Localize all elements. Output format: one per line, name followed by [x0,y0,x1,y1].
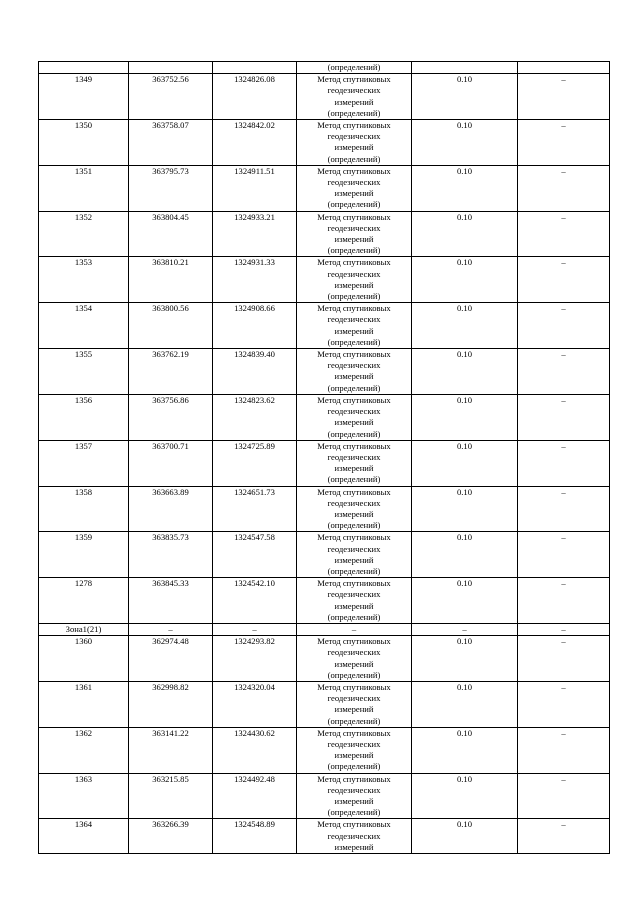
table-row [39,257,610,303]
point-id-cell: 1356 [39,394,129,440]
accuracy-cell: 0.10 [412,578,518,624]
method-line: геодезических [327,784,381,795]
method-line: (определений) [327,245,381,256]
method-line: Метод спутниковых [317,120,391,131]
method-line: Метод спутниковых [317,773,391,784]
accuracy-cell: 0.10 [412,303,518,349]
y-coordinate-cell: 1324823.62 [213,394,297,440]
y-coordinate-cell: 1324931.33 [213,257,297,303]
method-line: (определений) [327,715,381,726]
note-cell: – [518,532,610,578]
method-line: измерений [334,142,374,153]
method-line: Метод спутниковых [317,257,391,268]
accuracy-cell: 0.10 [412,727,518,773]
x-coordinate-cell: 363845.33 [129,578,213,624]
method-line: измерений [334,188,374,199]
accuracy-cell: 0.10 [412,74,518,120]
coordinates-table [38,61,610,854]
method-line: измерений [334,96,374,107]
accuracy-cell: 0.10 [412,819,518,854]
y-coordinate-cell: 1324651.73 [213,486,297,532]
method-line: Метод спутниковых [317,532,391,543]
point-id-cell: 1358 [39,486,129,532]
note-cell: – [518,773,610,819]
method-line: геодезических [327,360,381,371]
y-coordinate-cell: 1324911.51 [213,165,297,211]
accuracy-cell: 0.10 [412,681,518,727]
method-line: измерений [334,658,374,669]
method-line: геодезических [327,647,381,658]
table-row [39,120,610,166]
point-id-cell: 1361 [39,681,129,727]
point-id-cell: 1278 [39,578,129,624]
x-coordinate-cell: 363266.39 [129,819,213,854]
method-line: Метод спутниковых [317,74,391,85]
point-id-cell: 1364 [39,819,129,854]
method-line: (определений) [327,520,381,531]
x-coordinate-cell: 363800.56 [129,303,213,349]
note-cell: – [518,120,610,166]
method-line: измерений [334,417,374,428]
x-coordinate-cell: 363758.07 [129,120,213,166]
method-line: (определений) [327,761,381,772]
method-line: Метод спутниковых [317,349,391,360]
method-line: геодезических [327,543,381,554]
note-cell: – [518,394,610,440]
note-cell: – [518,623,610,635]
continuation-cell-id [39,62,129,74]
method-line: (определений) [327,669,381,680]
accuracy-cell: 0.10 [412,120,518,166]
method-line: геодезических [327,406,381,417]
continuation-cell-note [518,62,610,74]
table-row [39,773,610,819]
method-line: (определений) [327,382,381,393]
accuracy-cell: 0.10 [412,165,518,211]
y-coordinate-cell: 1324547.58 [213,532,297,578]
note-cell: – [518,727,610,773]
y-coordinate-cell: 1324430.62 [213,727,297,773]
point-id-cell: 1362 [39,727,129,773]
accuracy-cell: 0.10 [412,257,518,303]
point-id-cell: 1350 [39,120,129,166]
table-row [39,394,610,440]
table-row [39,486,610,532]
method-cell [297,636,412,682]
method-line: измерений [334,234,374,245]
method-line: Метод спутниковых [317,165,391,176]
y-coordinate-cell: 1324492.48 [213,773,297,819]
method-line: измерений [334,325,374,336]
method-line: Метод спутниковых [317,394,391,405]
y-coordinate-cell: 1324933.21 [213,211,297,257]
point-id-cell: 1349 [39,74,129,120]
table-row [39,681,610,727]
method-line: измерений [334,279,374,290]
y-coordinate-cell: 1324725.89 [213,440,297,486]
method-line: геодезических [327,497,381,508]
method-line: Метод спутниковых [317,303,391,314]
method-cell [297,727,412,773]
y-coordinate-cell: 1324839.40 [213,349,297,395]
point-id-cell: 1355 [39,349,129,395]
method-line: измерений [334,750,374,761]
method-line: Метод спутниковых [317,819,391,830]
point-id-cell: Зона1(21) [39,623,129,635]
method-line: (определений) [327,336,381,347]
x-coordinate-cell: – [129,623,213,635]
note-cell: – [518,681,610,727]
method-line: геодезических [327,830,381,841]
method-line: Метод спутниковых [317,578,391,589]
method-cell [297,773,412,819]
method-cell [297,486,412,532]
note-cell: – [518,165,610,211]
method-line: геодезических [327,222,381,233]
x-coordinate-cell: 363663.89 [129,486,213,532]
method-line: Метод спутниковых [317,727,391,738]
x-coordinate-cell: 363752.56 [129,74,213,120]
y-coordinate-cell: 1324293.82 [213,636,297,682]
point-id-cell: 1357 [39,440,129,486]
method-line: Метод спутниковых [317,440,391,451]
x-coordinate-cell: 363804.45 [129,211,213,257]
x-coordinate-cell: 362998.82 [129,681,213,727]
method-line: геодезических [327,177,381,188]
method-line: Метод спутниковых [317,636,391,647]
note-cell: – [518,578,610,624]
method-cell [297,394,412,440]
note-cell: – [518,74,610,120]
method-cell [297,120,412,166]
accuracy-cell: 0.10 [412,349,518,395]
table-row [39,727,610,773]
accuracy-cell: 0.10 [412,486,518,532]
method-line: Метод спутниковых [317,211,391,222]
method-cell [297,681,412,727]
y-coordinate-cell: 1324842.02 [213,120,297,166]
point-id-cell: 1360 [39,636,129,682]
point-id-cell: 1351 [39,165,129,211]
table-row [39,636,610,682]
method-cell [297,349,412,395]
method-line: измерений [334,508,374,519]
accuracy-cell: 0.10 [412,636,518,682]
zone-row [39,623,610,635]
method-cell: – [297,623,412,635]
method-line: измерений [334,704,374,715]
method-line: (определений) [327,565,381,576]
method-line: Метод спутниковых [317,486,391,497]
table-row [39,74,610,120]
accuracy-cell: 0.10 [412,211,518,257]
y-coordinate-cell: – [213,623,297,635]
method-line: (определений) [327,153,381,164]
coordinates-table-body [39,62,610,854]
continuation-cell-accuracy [412,62,518,74]
method-line: геодезических [327,131,381,142]
table-row [39,211,610,257]
note-cell: – [518,486,610,532]
accuracy-cell: 0.10 [412,440,518,486]
method-line: (определений) [327,199,381,210]
method-line: (определений) [327,291,381,302]
method-line: геодезических [327,314,381,325]
note-cell: – [518,349,610,395]
table-row [39,440,610,486]
method-line: (определений) [327,611,381,622]
point-id-cell: 1354 [39,303,129,349]
x-coordinate-cell: 363756.86 [129,394,213,440]
method-line: (определений) [327,107,381,118]
continuation-cell-x [129,62,213,74]
method-line: Метод спутниковых [317,681,391,692]
method-line: измерений [334,554,374,565]
x-coordinate-cell: 363835.73 [129,532,213,578]
point-id-cell: 1363 [39,773,129,819]
note-cell: – [518,257,610,303]
note-cell: – [518,303,610,349]
method-cell [297,532,412,578]
x-coordinate-cell: 363762.19 [129,349,213,395]
method-cell [297,578,412,624]
note-cell: – [518,819,610,854]
method-line: измерений [334,796,374,806]
accuracy-cell: 0.10 [412,773,518,819]
method-line: измерений [334,371,374,382]
x-coordinate-cell: 363795.73 [129,165,213,211]
method-line: геодезических [327,268,381,279]
method-cell [297,819,412,854]
method-line: (определений) [327,807,381,818]
table-row [39,532,610,578]
method-line: (определений) [327,428,381,439]
method-cell [297,74,412,120]
method-line: измерений [334,600,374,611]
table-row [39,165,610,211]
accuracy-cell: 0.10 [412,532,518,578]
y-coordinate-cell: 1324908.66 [213,303,297,349]
y-coordinate-cell: 1324548.89 [213,819,297,854]
method-cell [297,211,412,257]
method-cell [297,165,412,211]
method-line: измерений [334,841,374,852]
method-line: геодезических [327,85,381,96]
method-line: геодезических [327,451,381,462]
accuracy-cell: 0.10 [412,394,518,440]
table-row [39,349,610,395]
y-coordinate-cell: 1324542.10 [213,578,297,624]
x-coordinate-cell: 363215.85 [129,773,213,819]
x-coordinate-cell: 363700.71 [129,440,213,486]
method-cell [297,303,412,349]
method-line: (определений) [327,474,381,485]
method-cell [297,440,412,486]
note-cell: – [518,440,610,486]
continuation-cell-method: (определений) [297,62,412,74]
table-row [39,819,610,854]
method-line: геодезических [327,693,381,704]
continuation-row [39,62,610,74]
accuracy-cell: – [412,623,518,635]
note-cell: – [518,211,610,257]
table-row [39,578,610,624]
point-id-cell: 1359 [39,532,129,578]
y-coordinate-cell: 1324320.04 [213,681,297,727]
note-cell: – [518,636,610,682]
y-coordinate-cell: 1324826.08 [213,74,297,120]
x-coordinate-cell: 363810.21 [129,257,213,303]
x-coordinate-cell: 363141.22 [129,727,213,773]
method-cell [297,257,412,303]
method-line: геодезических [327,738,381,749]
method-line: измерений [334,463,374,474]
table-row [39,303,610,349]
point-id-cell: 1352 [39,211,129,257]
x-coordinate-cell: 362974.48 [129,636,213,682]
point-id-cell: 1353 [39,257,129,303]
method-line: геодезических [327,589,381,600]
continuation-cell-y [213,62,297,74]
